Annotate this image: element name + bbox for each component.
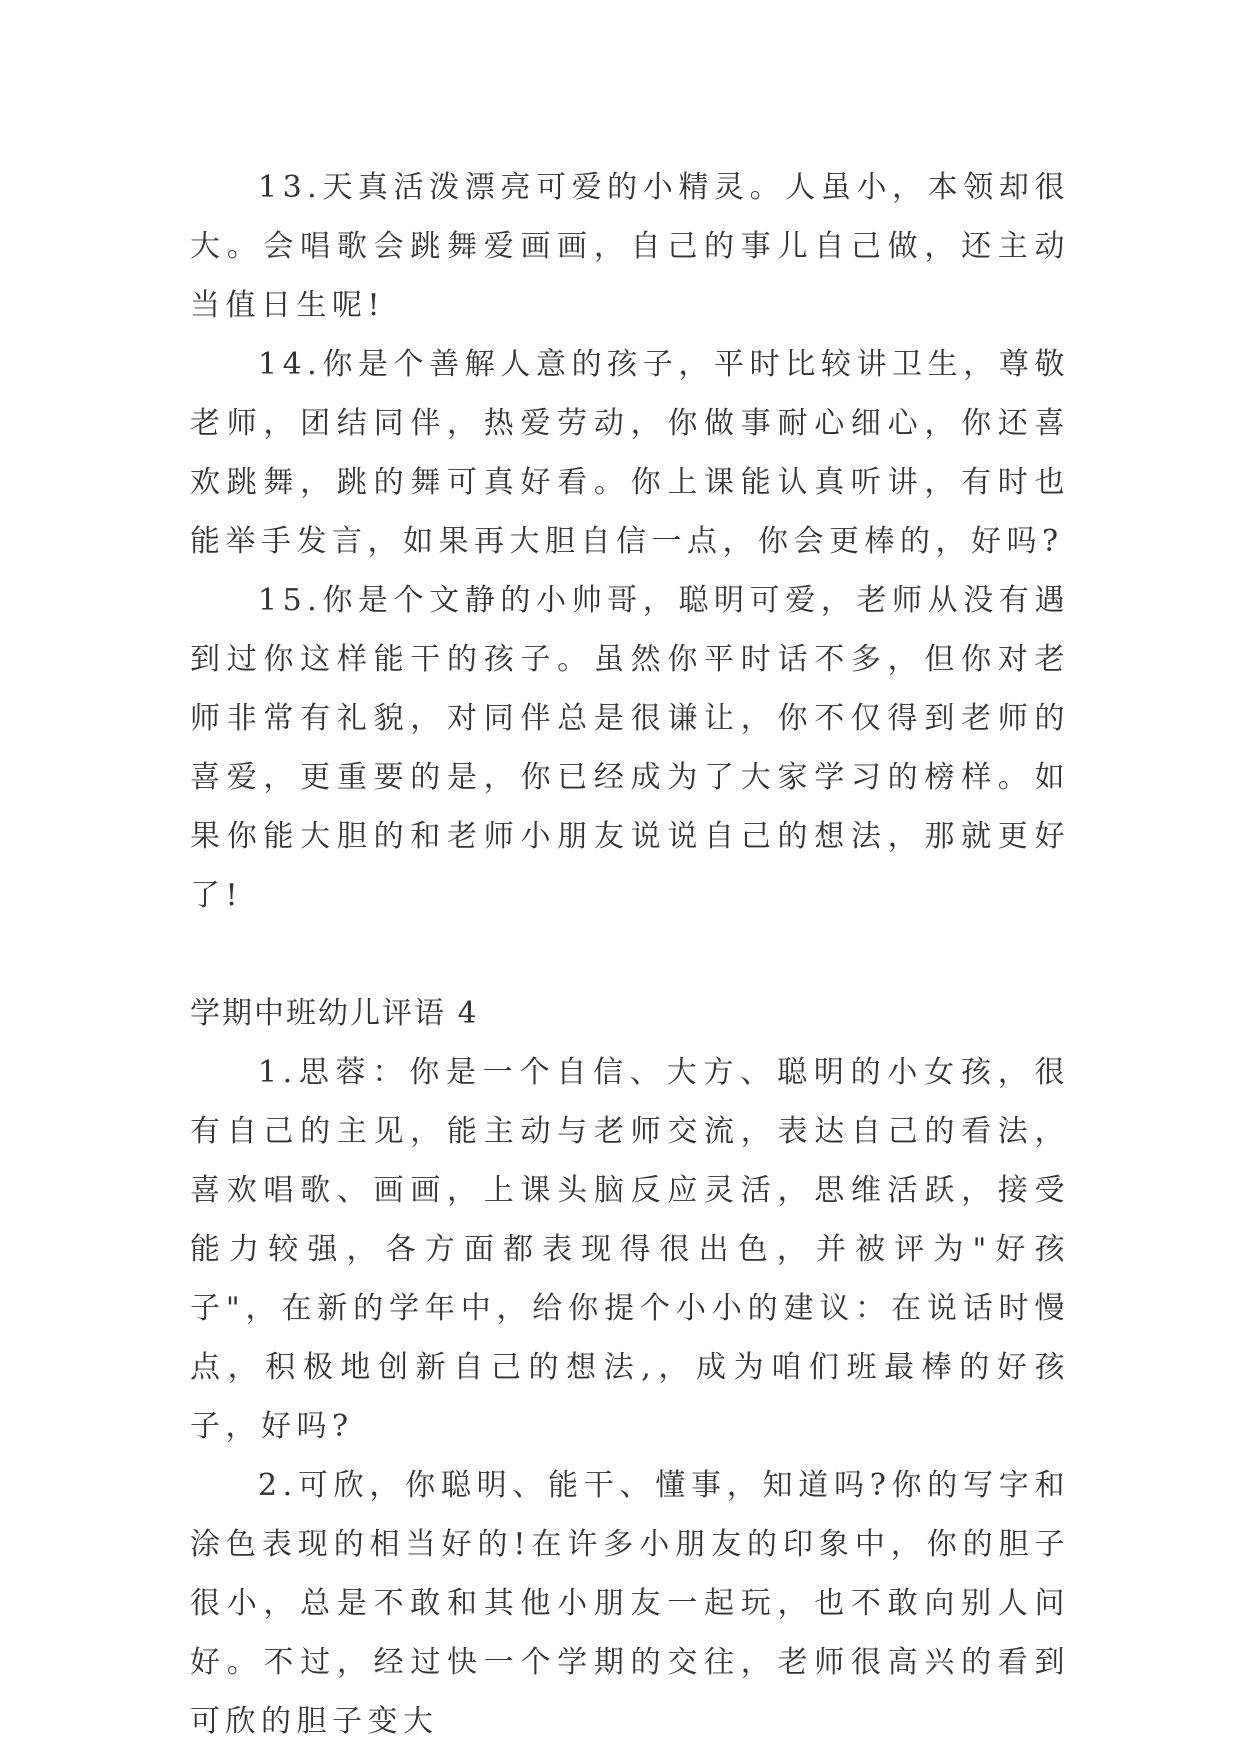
paragraph-1: 1.思蓉：你是一个自信、大方、聪明的小女孩，很有自己的主见，能主动与老师交流，表达自己的看法，喜欢唱歌、画画，上课头脑反应灵活，思维活跃，接受能力较强，各方面都表现得很出色，并被评为"好孩子"，在新的学年中，给你提个小小的建议：在说话时慢点，积极地创新自己的想法,，成为咱们班最棒的好孩子，好吗? (190, 1055, 1070, 1444)
paragraph-13: 13.天真活泼漂亮可爱的小精灵。人虽小，本领却很大。会唱歌会跳舞爱画画，自己的事儿自己做，还主动当值日生呢! (190, 170, 1070, 323)
paragraph-14: 14.你是个善解人意的孩子，平时比较讲卫生，尊敬老师，团结同伴，热爱劳动，你做事耐心细心，你还喜欢跳舞，跳的舞可真好看。你上课能认真听讲，有时也能举手发言，如果再大胆自信一点，你会更棒的，好吗? (190, 347, 1070, 559)
paragraph-2: 2.可欣，你聪明、能干、懂事，知道吗?你的写字和涂色表现的相当好的!在许多小朋友的印象中，你的胆子很小，总是不敢和其他小朋友一起玩，也不敢向别人问好。不过，经过快一个学期的交往，老师很高兴的看到可欣的胆子变大 (190, 1468, 1070, 1739)
section-heading: 学期中班幼儿评语 4 (190, 996, 479, 1031)
document-body (190, 158, 1070, 1751)
paragraph-15: 15.你是个文静的小帅哥，聪明可爱，老师从没有遇到过你这样能干的孩子。虽然你平时话不多，但你对老师非常有礼貌，对同伴总是很谦让，你不仅得到老师的喜爱，更重要的是，你已经成为了大家学习的榜样。如果你能大胆的和老师小朋友说说自己的想法，那就更好了! (190, 583, 1070, 913)
